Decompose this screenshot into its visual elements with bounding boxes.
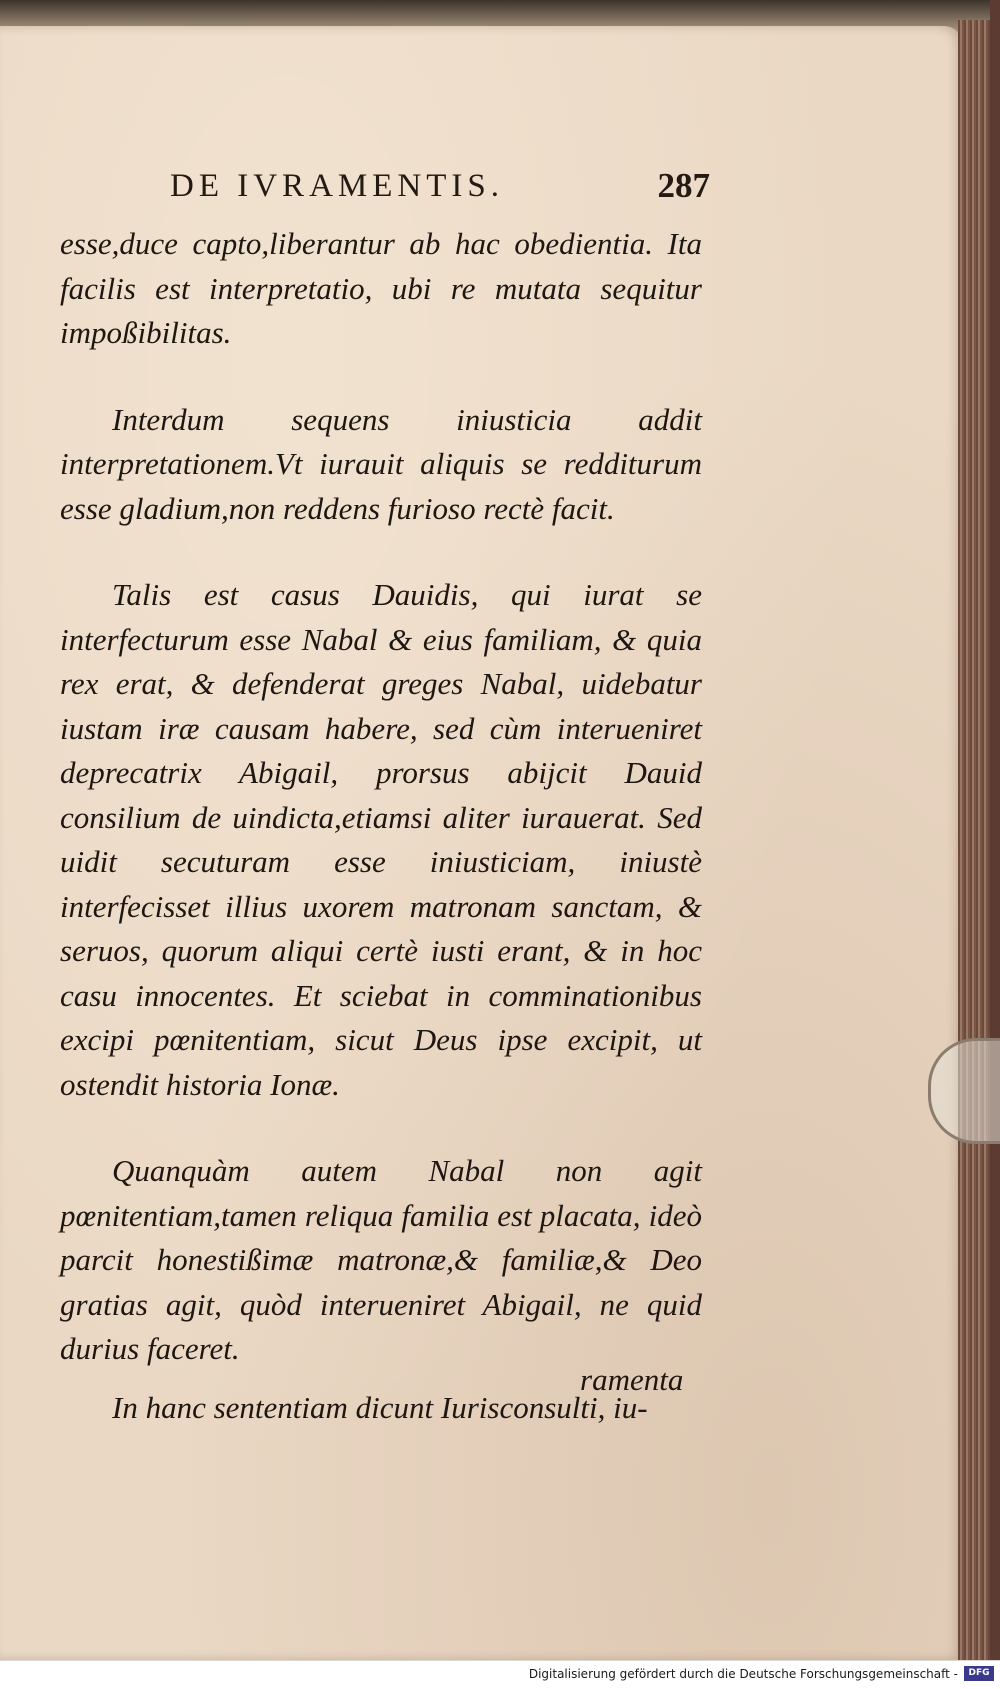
page-number: 287 [657,166,710,205]
dfg-logo: DFG [964,1666,994,1681]
body-text [60,222,702,1430]
book-page [0,26,962,1660]
paragraph-5: In hanc sententiam dicunt Iurisconsulti, iu- [112,1389,648,1425]
page-header [170,168,710,214]
paragraph-3: Talis est casus Dauidis, qui iurat se interfecturum esse Nabal & eius familiam, & quia rex erat, & defenderat greges Nabal, uidebatur iustam iræ causam habere, sed cùm interueniret deprecatrix Abigail, prorsus abijcit Dauid consilium de uindicta,etiamsi aliter iurauerat. Sed uidit secuturam esse iniusticiam, iniustè interfecisset illius uxorem matronam sanctam, & seruos, quorum aliqui certè iusti erant, & in hoc casu innocentes. Et sciebat in comminationibus excipi pœnitentiam, sicut Deus ipse excipit, ut ostendit historia Ionæ. [60,577,702,1102]
funding-credit: Digitalisierung gefördert durch die Deutsche Forschungsgemeinschaft - [528,1667,958,1681]
digitization-footer [0,1660,1000,1689]
catchword: ramenta [580,1362,684,1397]
paragraph-2: Interdum sequens iniusticia addit interpretationem.Vt iurauit aliquis se redditurum esse gladium,non reddens furioso rectè facit. [60,401,702,526]
running-title: DE IVRAMENTIS. [170,168,504,204]
paragraph-1: esse,duce capto,liberantur ab hac obedientia. Ita facilis est interpretatio, ubi re mutata sequitur impoßibilitas. [60,226,702,350]
paragraph-4: Quanquàm autem Nabal non agit pœnitentiam,tamen reliqua familia est placata, ideò parcit honestißimæ matronæ,& familiæ,& Deo gratias agit, quòd interueniret Abigail, ne quid durius faceret. [60,1153,702,1366]
book-cover-edge [990,0,1000,1660]
